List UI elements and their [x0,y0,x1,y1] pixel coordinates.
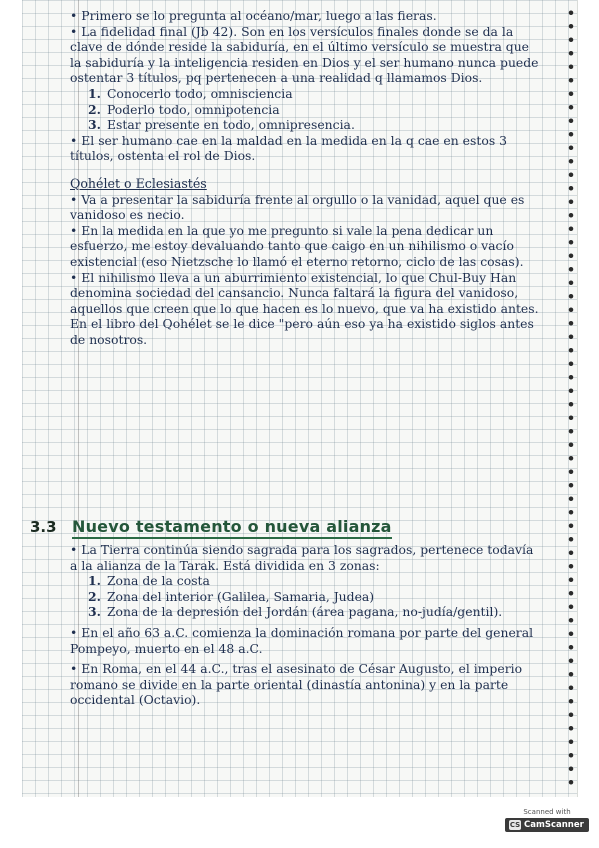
list-item [70,117,542,133]
list-item [70,102,542,118]
section-number: 3.3 [30,518,57,536]
note-paragraph: • La fidelidad final (Jb 42). Son en los versículos finales donde se da la clave de dónde reside la sabiduría, en el último versículo se muestra que la sabiduría y la inteligencia residen en Dios y el ser humano nunca puede ostentar 3 títulos, pq pertenecen a una realidad q llamamos Dios. [70,23,539,86]
list-number: 3. [88,604,101,620]
note-paragraph: • El nihilismo lleva a un aburrimiento existencial, lo que Chul-Buy Han denomina sociedad del cansancio. Nunca faltará la figura del vanidoso, aquellos que creen que lo que hacen es lo nuevo, que va ha existido antes. En el libro del Qohélet se le dice "pero aún eso ya ha existido siglos antes de nosotros. [70,269,539,347]
list-number: 2. [88,588,101,604]
list-number: 3. [88,117,101,133]
section-title: Nuevo testamento o nueva alianza [72,517,392,539]
list-number: 1. [88,85,101,101]
list-number: 1. [88,573,101,589]
note-paragraph: • El ser humano cae en la maldad en la medida en la q cae en estos 3 títulos, ostenta el rol de Dios. [70,132,507,164]
camscanner-watermark [505,808,589,840]
list-text: Estar presente en todo, omnipresencia. [106,117,355,133]
list-text: Zona de la costa [106,573,210,589]
list-item [70,86,542,102]
attributes-list [70,86,542,133]
list-text: Zona de la depresión del Jordán (área pagana, no-judía/gentil). [106,604,503,620]
note-paragraph: • La Tierra continúa siendo sagrada para los sagrados, pertenece todavía a la alianza de la Tarak. Está dividida en 3 zonas: [70,542,534,573]
note-paragraph: • Primero se lo pregunta al océano/mar, luego a las fieras. [70,8,437,23]
camscanner-badge [505,818,589,832]
note-paragraph: • En la medida en la que yo me pregunto si vale la pena dedicar un esfuerzo, me estoy devaluando tanto que caigo en un nihilismo o vacío existencial (eso Nietzsche lo llamó el eterno retorno, ciclo de las cosas). [70,222,524,269]
note-paragraph: • En el año 63 a.C. comienza la dominación romana por parte del general Pompeyo, muerto en el 48 a.C. [70,624,534,656]
scanned-with-label: Scanned with [523,808,571,816]
zones-list [70,573,542,620]
handwritten-notes-top [70,8,542,347]
camscanner-brand: CamScanner [524,820,584,830]
list-number: 2. [88,101,101,117]
spiral-binding [567,6,575,791]
list-text: Conocerlo todo, omnisciencia [106,85,293,101]
list-item [70,604,542,620]
section-heading [30,517,550,539]
camscanner-logo-icon: CS [509,821,521,829]
list-item [70,573,542,589]
note-paragraph: • En Roma, en el 44 a.C., tras el asesinato de César Augusto, el imperio romano se divide en la parte oriental (dinastía antonina) y en la parte occidental (Octavio). [70,661,523,708]
subheading-qohelet: Qohélet o Eclesiastés [70,175,207,191]
note-paragraph: • Va a presentar la sabiduría frente al orgullo o la vanidad, aquel que es vanidoso es necio. [70,191,525,223]
handwritten-notes-bottom [70,542,542,708]
list-text: Zona del interior (Galilea, Samaria, Judea) [106,588,375,604]
list-item [70,589,542,605]
list-text: Poderlo todo, omnipotencia [106,101,280,117]
